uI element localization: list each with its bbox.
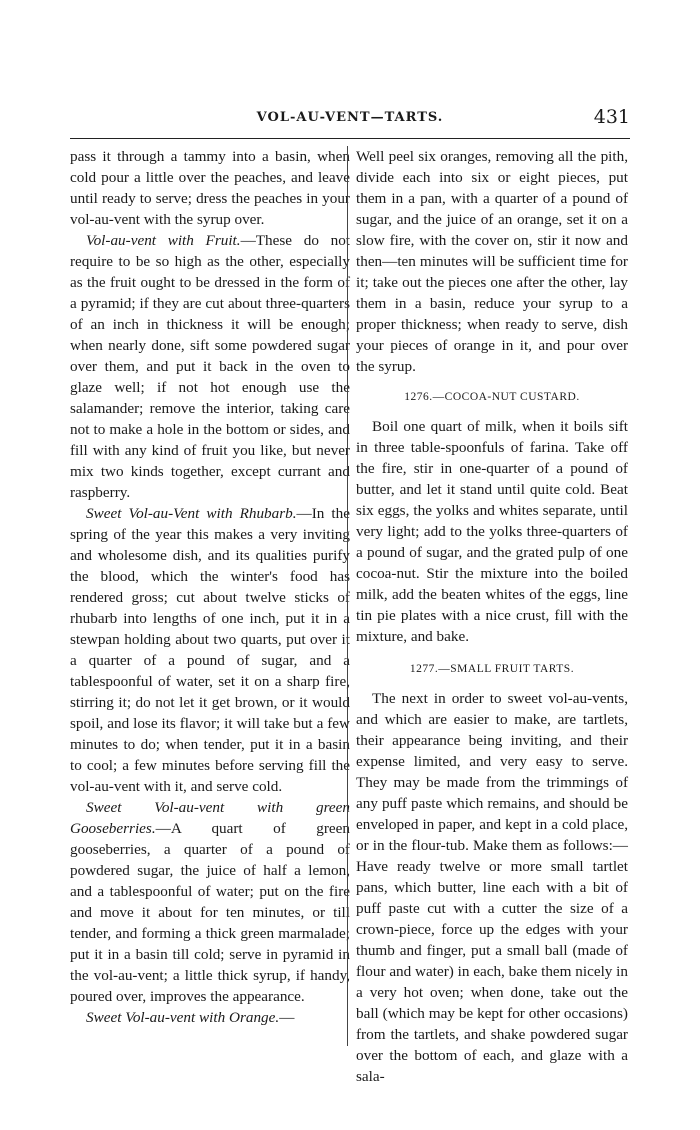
right-column xyxy=(356,146,628,1085)
recipe-title-rhubarb: Sweet Vol-au-Vent with Rhubarb. xyxy=(86,505,297,522)
running-head: VOL-AU-VENT—TARTS. xyxy=(256,110,444,125)
paragraph-small-fruit-tarts: The next in order to sweet vol-au-vents, and which are easier to make, are tartlets, their appearance being inviting, and their expense limited, and very easy to serve. They may be made from the trimmings of any puff paste which remains, and should be enveloped in paper, and kept in a cold place, or in the flour-tub. Make them as follows:—Have ready twelve or more small tartlet pans, which butter, line each with a bit of puff paste cut with a cutter the size of a crown-piece, force up the edges with your thumb and finger, put a small ball (made of flour and water) in each, bake them nicely in a very hot oven; when done, take out the ball (which may be kept for other occasions) from the tartlets, and shake powdered sugar over the bottom of each, and glaze with a sala- xyxy=(356,690,628,1085)
left-column xyxy=(70,146,350,1046)
recipe-title-orange: Sweet Vol-au-vent with Orange. xyxy=(86,1009,280,1026)
page-number: 431 xyxy=(593,106,630,128)
paragraph-peach-continued: pass it through a tammy into a basin, when cold pour a little over the peaches, and leave until ready to serve; dress the peaches in your vol-au-vent with the syrup over. xyxy=(70,148,350,228)
recipe-title-fruit: Vol-au-vent with Fruit. xyxy=(86,232,241,249)
paragraph-rhubarb xyxy=(70,503,350,797)
recipe-text-orange: — xyxy=(279,1009,295,1026)
recipe-heading-1276: 1276.—COCOA-NUT CUSTARD. xyxy=(404,391,580,403)
paragraph-cocoa-nut-custard: Boil one quart of milk, when it boils sift in three table-spoonfuls of farina. Take off the fire, stir in one-quarter of a pound of butter, and let it stand until quite cold. Beat six eggs, the yolks and whites separate, until very light; add to the yolks three-quarters of a pound of sugar, and the grated pulp of one cocoa-nut. Stir the mixture into the boiled milk, add the beaten whites of the eggs, line tin pie plates with a nice crust, fill with the mixture, and bake. xyxy=(356,418,628,645)
paragraph-fruit xyxy=(70,230,350,503)
paragraph-gooseberries xyxy=(70,797,350,1007)
recipe-title-gooseberries: Sweet Vol-au-vent with green Gooseberries. xyxy=(70,799,350,837)
recipe-heading-1277: 1277.—SMALL FRUIT TARTS. xyxy=(409,663,575,675)
recipe-text-rhubarb: —In the spring of the year this makes a very inviting and wholesome dish, and its qualities purify the blood, which the winter's food has rendered gross; cut about twelve sticks of rhubarb into lengths of one inch, put it in a stewpan holding about two quarts, put over it a quarter of a pound of sugar, and a tablespoonful of water, set it on a sharp fire, stirring it; do not let it get brown, or it would spoil, and lose its flavor; it will take but a few minutes to do; when tender, put it in a basin to cool; a few minutes before serving fill the vol-au-vent with it, and serve cold. xyxy=(70,505,350,795)
paragraph-orange xyxy=(70,1007,350,1028)
paragraph-orange-continued: Well peel six oranges, removing all the pith, divide each into six or eight pieces, put them in a pan, with a quarter of a pound of sugar, and the juice of an orange, set it on a slow fire, with the cover on, stir it now and then—ten minutes will be sufficient time for it; take out the pieces one after the other, lay them in a basin, reduce your syrup to a proper thickness; when ready to serve, dish your pieces of orange in it, and pour over the syrup. xyxy=(356,148,628,375)
recipe-text-gooseberries: —A quart of green gooseberries, a quarter of a pound of powdered sugar, the juice of half a lemon, and a tablespoonful of water; put on the fire and move it about for ten minutes, or till tender, and forming a thick green marmalade; put it in a basin till cold; serve in pyramid in the vol-au-vent; a little thick syrup, if handy, poured over, improves the appearance. xyxy=(70,820,350,1005)
page-header xyxy=(70,106,630,134)
column-divider xyxy=(347,146,348,1046)
header-rule xyxy=(70,138,630,139)
recipe-text-fruit: —These do not require to be so high as the other, especially as the fruit ought to be dressed in the form of a pyramid; if they are cut about three-quarters of an inch in thickness it will be enough; when nearly done, sift some powdered sugar over them, and put it back in the oven to glaze well; if not hot enough use the salamander; remove the interior, taking care not to make a hole in the bottom or sides, and fill with any kind of fruit you like, but never mix two kinds together, except currant and raspberry. xyxy=(70,232,351,501)
